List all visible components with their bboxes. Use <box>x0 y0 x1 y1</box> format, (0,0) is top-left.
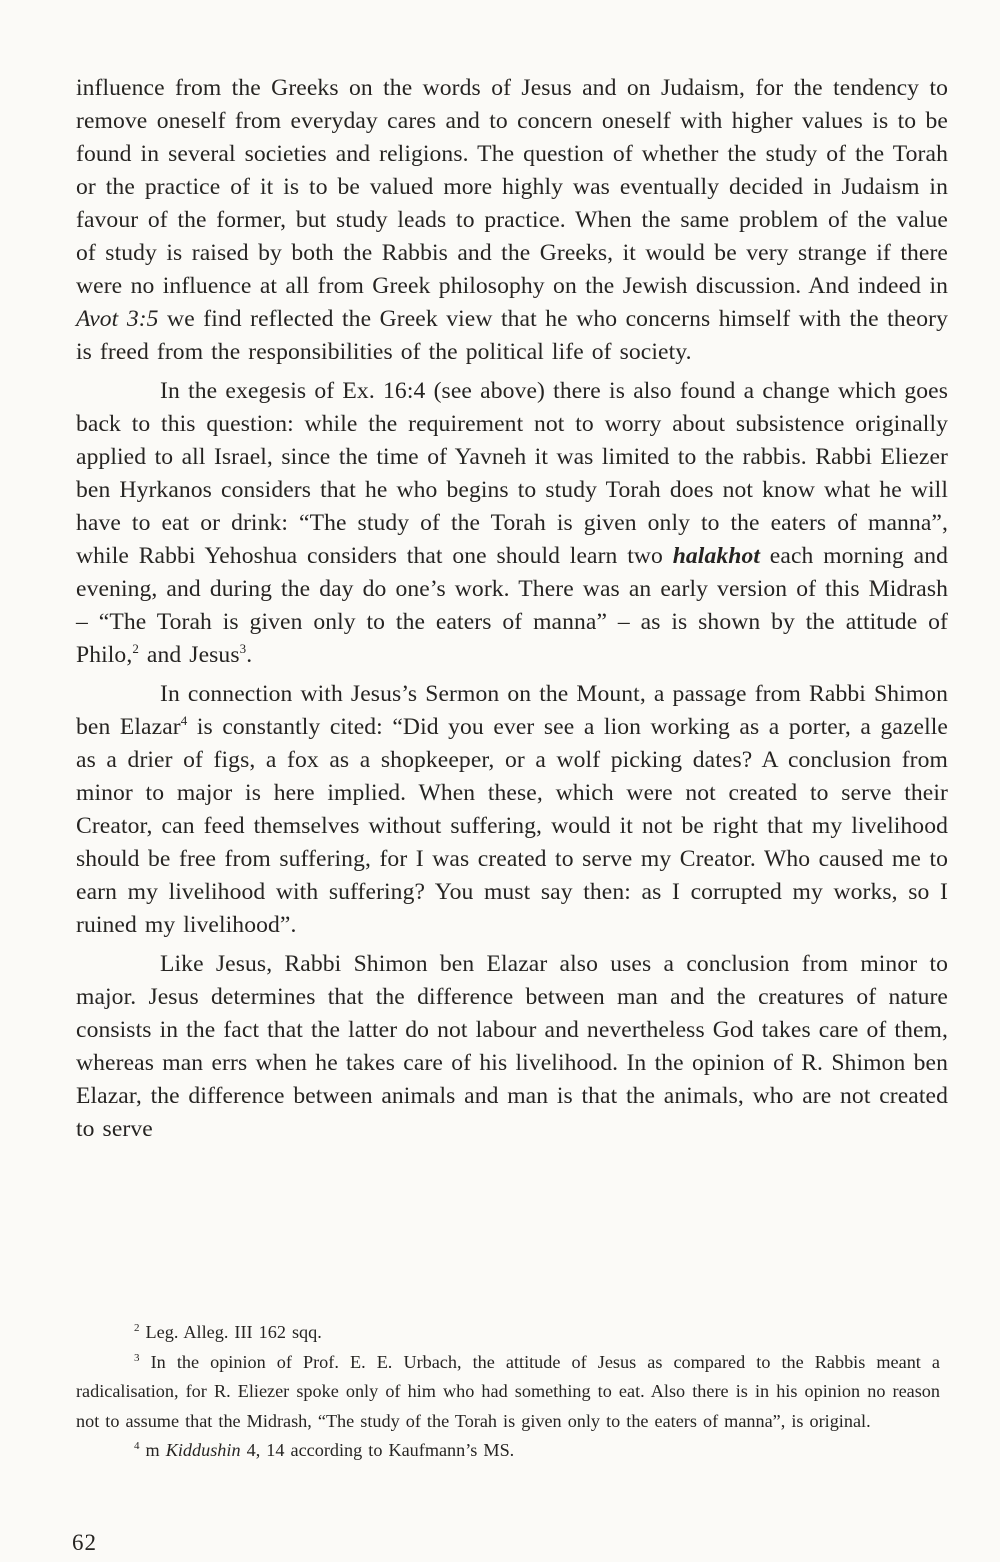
footnote-3 <box>76 1348 940 1437</box>
footnote-mark-4: 4 <box>134 1440 140 1452</box>
footnote-4 <box>76 1436 940 1466</box>
paragraph-2-period: . <box>246 642 253 668</box>
paragraph-1 <box>76 72 948 369</box>
paragraph-1-text-end: we find reflected the Greek view that he who concerns himself with the theory is freed from the responsibilities of the political life of society. <box>76 306 948 365</box>
paragraph-1-text: influence from the Greeks on the words of Jesus and on Judaism, for the tendency to remove oneself from everyday cares and to concern oneself with higher values is to be found in several societies and religions. The question of whether the study of the Torah or the practice of it is to be valued more highly was eventually decided in Judaism in favour of the former, but study leads to practice. When the same problem of the value of study is raised by both the Rabbis and the Greeks, it would be very strange if there were no influence at all from Greek philosophy on the Jewish discussion. And indeed in <box>76 75 948 299</box>
footnote-4-text: 4, 14 according to Kaufmann’s MS. <box>240 1440 515 1460</box>
footnotes <box>76 1318 940 1466</box>
halakhot-term: halakhot <box>672 543 761 569</box>
avot-reference: Avot 3:5 <box>76 306 159 332</box>
paragraph-4: Like Jesus, Rabbi Shimon ben Elazar also uses a conclusion from minor to major. Jesus determines that the difference between man and the creatures of nature consists in the fact that the latter do not labour and nevertheless God takes care of them, whereas man errs when he takes care of his livelihood. In the opinion of R. Shimon ben Elazar, the difference between animals and man is that the animals, who are not created to serve <box>76 951 948 1142</box>
paragraph-2-text-jesus: and Jesus <box>138 642 240 668</box>
paragraph-3-text: In connection with Jesus’s Sermon on the Mount, a passage from Rabbi Shimon ben Elazar <box>76 681 948 740</box>
footnote-ref-3[interactable]: 3 <box>239 641 247 656</box>
footnote-mark-3: 3 <box>134 1351 140 1364</box>
paragraph-2-text: In the exegesis of Ex. 16:4 (see above) there is also found a change which goes back to this question: while the requirement not to worry about subsistence originally applied to all Israel, since the time of Yavneh it was limited to the rabbis. Rabbi Eliezer ben Hyrkanos considers that he who begins to study Torah does not know what he will have to eat or drink: “The study of the Torah is given only to the eaters of manna”, while Rabbi Yehoshua considers that one should learn two <box>76 378 948 569</box>
footnote-2-text: Leg. Alleg. III 162 sqq. <box>139 1322 322 1342</box>
footnote-ref-4[interactable]: 4 <box>180 713 188 728</box>
footnote-4-prefix: m <box>139 1440 166 1460</box>
paragraph-3-text-end: is constantly cited: “Did you ever see a lion working as a porter, a gazelle as a drier of figs, a fox as a shopkeeper, or a wolf picking dates? A conclusion from minor to major is here implied. When these, which were not created to serve their Creator, can feed themselves without suffering, would it not be right that my livelihood should be free from suffering, for I was created to serve my Creator. Who caused me to earn my livelihood with suffering? You must say then: as I corrupted my works, so I ruined my livelihood”. <box>76 714 948 938</box>
paragraph-3 <box>76 678 948 942</box>
paragraph-2 <box>76 375 948 672</box>
footnote-mark-2: 2 <box>134 1322 140 1334</box>
kiddushin-title: Kiddushin <box>165 1440 241 1460</box>
footnote-2 <box>76 1318 940 1348</box>
page-number: 62 <box>72 1530 97 1555</box>
footnote-3-text: In the opinion of Prof. E. E. Urbach, the attitude of Jesus as compared to the Rabbis meant a radicalisation, for R. Eliezer spoke only of him who had something to eat. Also there is in his opinion no reason not to assume that the Midrash, “The study of the Torah is given only to the eaters of manna”, is original. <box>76 1351 940 1431</box>
page-body <box>76 72 948 1146</box>
footnote-ref-2[interactable]: 2 <box>132 641 139 656</box>
paragraph-2-text-mid: each morning and evening, and during the day do one’s work. There was an early version of this Midrash – “The Torah is given only to the eaters of manna” – as is shown by the attitude of Philo, <box>76 543 948 668</box>
